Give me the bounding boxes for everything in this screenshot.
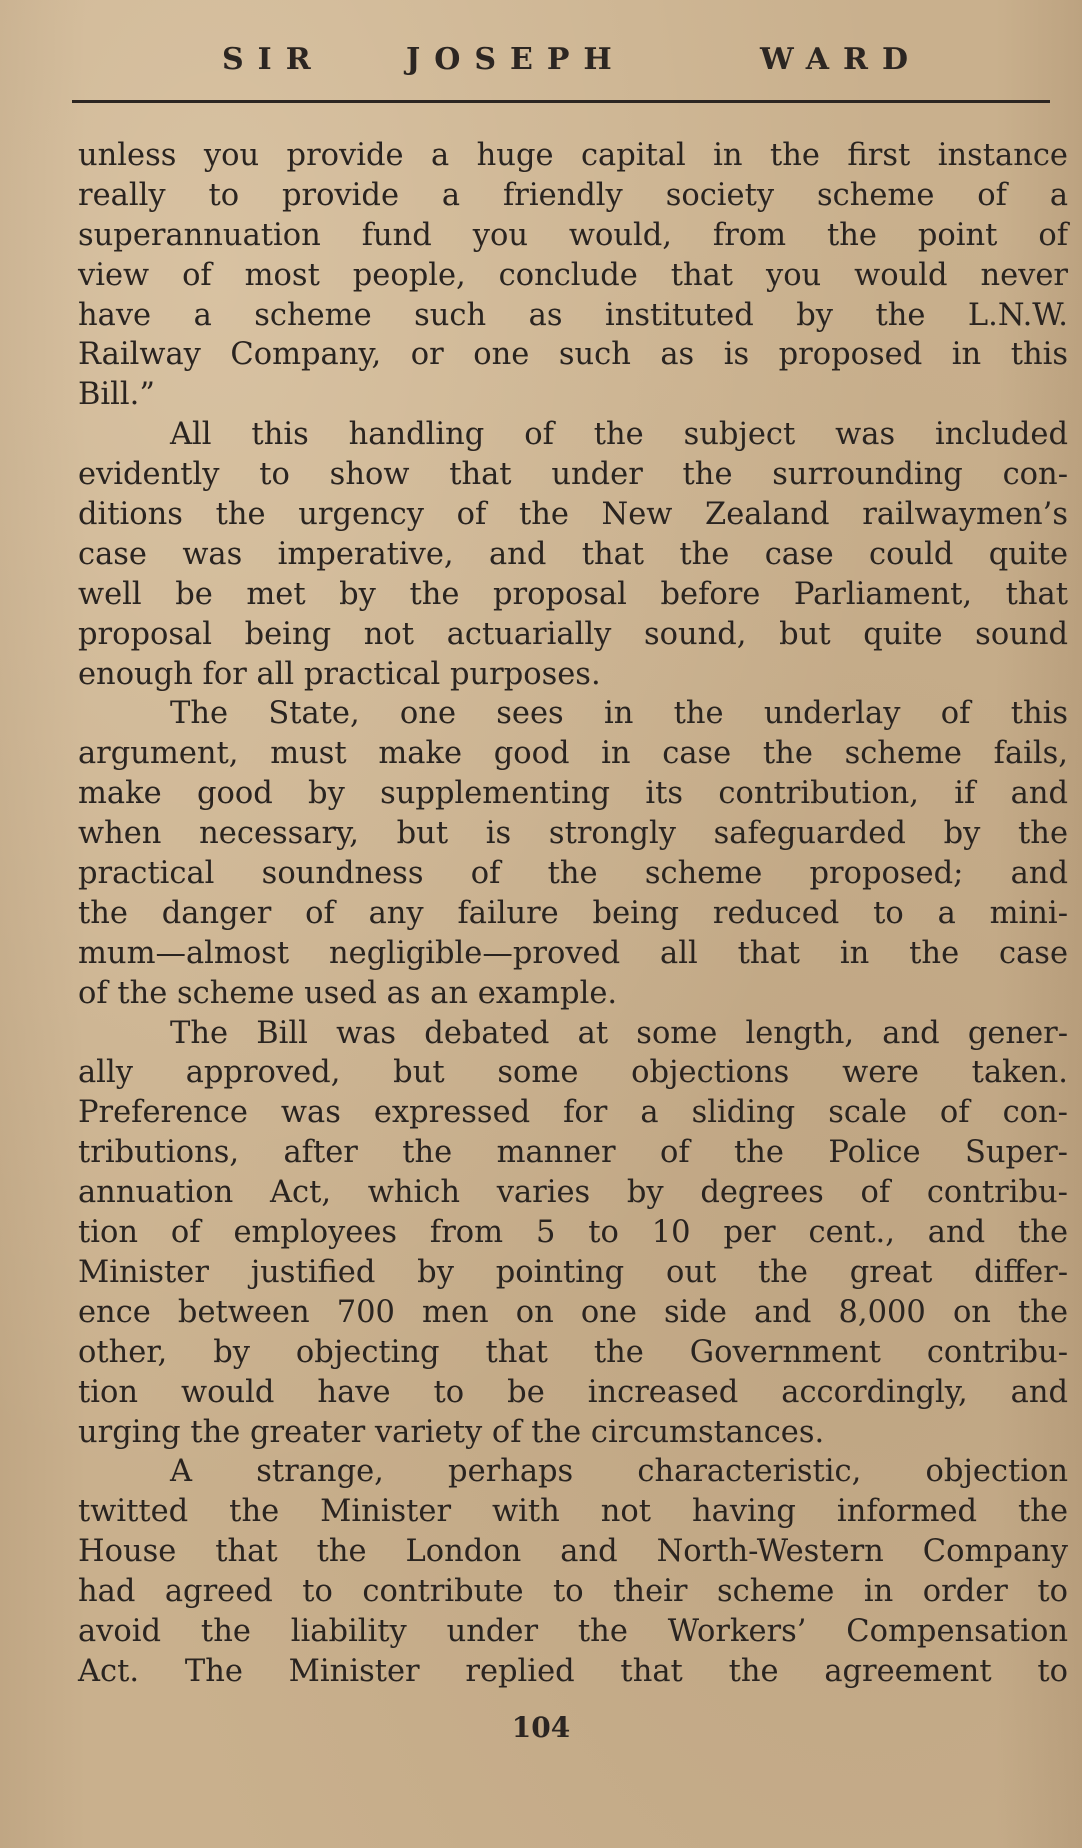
text-line: had agreed to contribute to their scheme in order to <box>78 1574 1068 1610</box>
text-line: Preference was expressed for a sliding scale of con- <box>78 1095 1068 1131</box>
text-line: ence between 700 men on one side and 8,000 on the <box>78 1294 1068 1330</box>
text-line: unless you provide a huge capital in the first instance <box>78 138 1068 173</box>
text-line: argument, must make good in case the scheme fails, <box>78 736 1068 772</box>
text-line: other, by objecting that the Government contribu- <box>78 1334 1068 1370</box>
page-number: 104 <box>511 1711 571 1744</box>
header-rule <box>72 100 1050 103</box>
text-line: make good by supplementing its contribution, if and <box>78 776 1068 812</box>
text-line: evidently to show that under the surrounding con- <box>78 457 1068 493</box>
text-line: really to provide a friendly society scheme of a <box>78 177 1068 213</box>
text-line: House that the London and North-Western Company <box>78 1534 1068 1570</box>
text-line: Railway Company, or one such as is proposed in this <box>78 337 1068 373</box>
text-line: when necessary, but is strongly safeguarded by the <box>78 816 1068 852</box>
text-line: annuation Act, which varies by degrees of contribu- <box>78 1175 1068 1211</box>
text-line: ditions the urgency of the New Zealand railwaymen’s <box>78 497 1068 533</box>
text-line: view of most people, conclude that you would never <box>78 257 1068 293</box>
text-line: Bill.” <box>78 377 155 413</box>
text-line: superannuation fund you would, from the point of <box>78 217 1068 253</box>
body-text <box>78 136 1068 1692</box>
text-line: Act. The Minister replied that the agreement to <box>78 1653 1068 1689</box>
text-line: well be met by the proposal before Parliament, that <box>78 576 1068 612</box>
text-line: proposal being not actuarially sound, but quite sound <box>78 616 1068 652</box>
text-line: ally approved, but some objections were taken. <box>78 1055 1068 1091</box>
text-line: tributions, after the manner of the Police Super- <box>78 1135 1068 1171</box>
paragraph-first-line: The State, one sees in the underlay of this <box>170 696 1068 732</box>
text-line: tion of employees from 5 to 10 per cent., and the <box>78 1215 1068 1251</box>
text-line: enough for all practical purposes. <box>78 656 601 692</box>
text-line: urging the greater variety of the circumstances. <box>78 1414 825 1450</box>
running-head-word-sir: SIR <box>222 42 325 77</box>
running-head <box>70 40 1050 90</box>
text-line: the danger of any failure being reduced to a mini- <box>78 895 1068 931</box>
running-head-word-ward: WARD <box>760 42 922 77</box>
text-line: avoid the liability under the Workers’ Compensation <box>78 1613 1068 1649</box>
text-line: twitted the Minister with not having informed the <box>78 1494 1068 1530</box>
paragraph-first-line: The Bill was debated at some length, and gener- <box>170 1015 1068 1051</box>
paragraph-first-line: All this handling of the subject was included <box>170 417 1068 453</box>
paragraph-first-line: A strange, perhaps characteristic, objection <box>170 1454 1068 1490</box>
text-line: tion would have to be increased accordingly, and <box>78 1374 1068 1410</box>
text-line: Minister justified by pointing out the great differ- <box>78 1254 1068 1290</box>
text-line: case was imperative, and that the case could quite <box>78 536 1068 572</box>
text-line: mum—almost negligible—proved all that in the case <box>78 935 1068 971</box>
text-line: have a scheme such as instituted by the L.N.W. <box>78 297 1068 333</box>
text-line: of the scheme used as an example. <box>78 975 618 1011</box>
text-line: practical soundness of the scheme proposed; and <box>78 856 1068 892</box>
running-head-word-joseph: JOSEPH <box>406 42 626 77</box>
